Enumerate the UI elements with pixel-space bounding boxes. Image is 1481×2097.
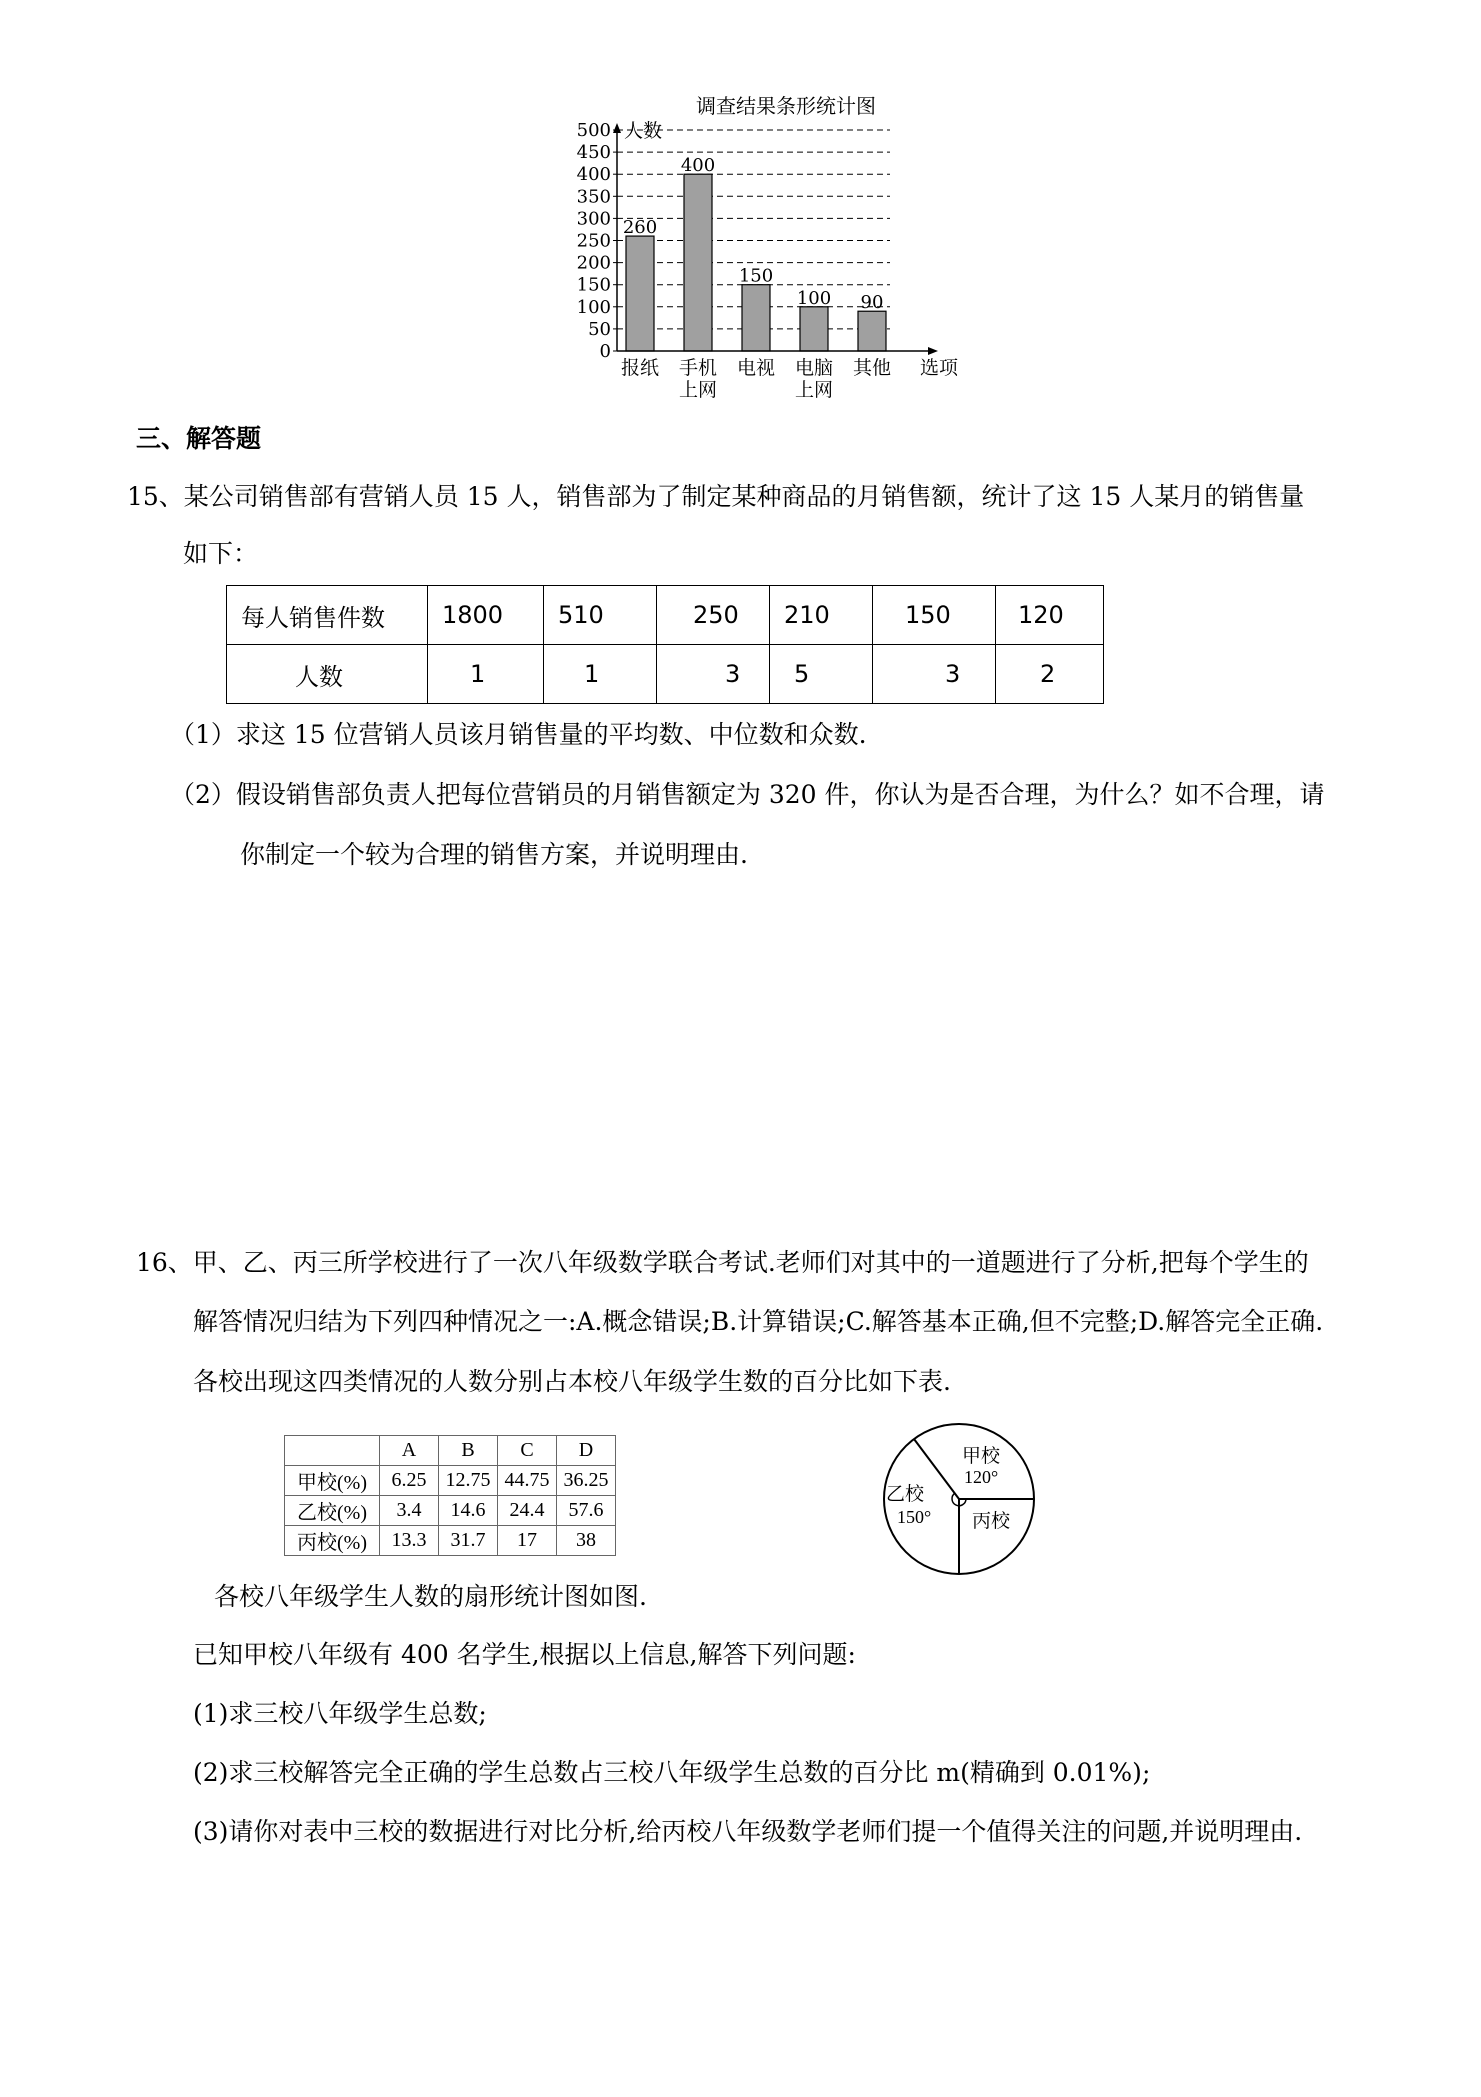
y-tick-label: 100	[576, 296, 611, 318]
table-row	[227, 586, 1104, 645]
table-cell: D	[557, 1436, 616, 1466]
table-cell: 3	[873, 645, 996, 704]
table-cell: 每人销售件数	[227, 586, 428, 645]
y-tick-label: 50	[588, 318, 611, 340]
bar	[626, 236, 654, 351]
bar-value-label: 400	[680, 155, 716, 177]
y-tick-label: 500	[576, 120, 611, 141]
survey-bar-chart	[560, 90, 1000, 410]
q16-stem-line1: 16、甲、乙、丙三所学校进行了一次八年级数学联合考试.老师们对其中的一道题进行了分析,把每个学生的	[136, 1248, 1309, 1277]
chart-y-ticks	[577, 120, 617, 362]
table-cell: 510	[544, 586, 657, 645]
q16-line4: 各校八年级学生人数的扇形统计图如图.	[214, 1582, 647, 1611]
bar	[858, 311, 886, 351]
table-cell: 38	[557, 1526, 616, 1556]
table-cell: 甲校(%)	[285, 1466, 380, 1496]
x-axis-label: 选项	[920, 357, 959, 379]
y-tick-label: 400	[576, 164, 611, 186]
q16-sub2: (2)求三校解答完全正确的学生总数占三校八年级学生总数的百分比 m(精确到 0.01%);	[193, 1758, 1151, 1787]
q15-sub2-line1: （2）假设销售部负责人把每位营销员的月销售额定为 320 件，你认为是否合理，为什么？如不合理，请	[170, 780, 1325, 809]
table-row	[227, 645, 1104, 704]
table-cell: 1	[544, 645, 657, 704]
q15-sub1: （1）求这 15 位营销人员该月销售量的平均数、中位数和众数.	[170, 720, 867, 749]
table-cell: 6.25	[380, 1466, 439, 1496]
q16-stem-line2: 解答情况归结为下列四种情况之一:A.概念错误;B.计算错误;C.解答基本正确,但不完整;D.解答完全正确.	[193, 1307, 1324, 1336]
table-cell: 210	[770, 586, 873, 645]
bar-value-label: 150	[738, 265, 774, 287]
chart-title: 调查结果条形统计图	[696, 94, 876, 118]
x-tick-label: 报纸	[620, 357, 660, 379]
table-cell: 5	[770, 645, 873, 704]
section-title: 三、解答题	[136, 424, 262, 453]
table-cell: 120	[996, 586, 1104, 645]
table-cell: 1800	[428, 586, 544, 645]
table-row	[285, 1526, 616, 1556]
table-cell: 1	[428, 645, 544, 704]
bar-value-label: 90	[860, 292, 884, 314]
y-axis-arrow	[613, 123, 621, 133]
table-cell: 31.7	[439, 1526, 498, 1556]
table-cell: 150	[873, 586, 996, 645]
pie-label-yi-angle: 150°	[897, 1507, 932, 1527]
bar	[800, 307, 828, 351]
q15-sub2-line2: 你制定一个较为合理的销售方案，并说明理由.	[240, 840, 748, 869]
x-tick-label: 其他	[852, 357, 892, 379]
x-tick-label: 电脑	[794, 357, 834, 379]
q15-stem-line2: 如下：	[183, 539, 259, 568]
table-cell: 14.6	[439, 1496, 498, 1526]
y-axis-label: 人数	[624, 120, 663, 142]
table-cell: 2	[996, 645, 1104, 704]
q16-percent-table	[284, 1435, 616, 1556]
table-cell: C	[498, 1436, 557, 1466]
table-cell: 乙校(%)	[285, 1496, 380, 1526]
y-tick-label: 150	[576, 274, 611, 296]
pie-label-jia-angle: 120°	[964, 1467, 999, 1487]
bar	[684, 174, 712, 351]
table-cell: 44.75	[498, 1466, 557, 1496]
school-pie-chart	[880, 1420, 1040, 1580]
q15-sales-table	[226, 585, 1104, 704]
table-cell: 250	[657, 586, 770, 645]
q16-sub3: (3)请你对表中三校的数据进行对比分析,给丙校八年级数学老师们提一个值得关注的问题,并说明理由.	[193, 1817, 1303, 1846]
bar-value-label: 260	[622, 217, 658, 239]
table-row	[285, 1496, 616, 1526]
bar-value-label: 100	[796, 287, 832, 309]
x-tick-label: 电视	[736, 357, 776, 379]
table-cell: 3	[657, 645, 770, 704]
table-cell: 57.6	[557, 1496, 616, 1526]
bar	[742, 285, 770, 351]
y-tick-label: 300	[576, 208, 611, 230]
pie-label-jia: 甲校	[962, 1445, 1001, 1467]
y-tick-label: 450	[576, 142, 611, 164]
table-cell: 人数	[227, 645, 428, 704]
x-axis-arrow	[928, 347, 938, 355]
y-tick-label: 250	[576, 230, 611, 252]
table-row	[285, 1436, 616, 1466]
x-tick-label: 上网	[678, 379, 718, 401]
y-tick-label: 200	[576, 252, 611, 274]
q15-stem-line1: 15、某公司销售部有营销人员 15 人，销售部为了制定某种商品的月销售额，统计了这 15 人某月的销售量	[127, 482, 1305, 511]
table-cell: 丙校(%)	[285, 1526, 380, 1556]
table-cell: 17	[498, 1526, 557, 1556]
table-cell: A	[380, 1436, 439, 1466]
pie-label-yi: 乙校	[886, 1483, 925, 1505]
table-cell: 36.25	[557, 1466, 616, 1496]
y-tick-label: 350	[576, 186, 611, 208]
table-cell: 12.75	[439, 1466, 498, 1496]
table-cell	[285, 1436, 380, 1466]
q16-line5: 已知甲校八年级有 400 名学生,根据以上信息,解答下列问题:	[193, 1640, 856, 1669]
q16-stem-line3: 各校出现这四类情况的人数分别占本校八年级学生数的百分比如下表.	[193, 1367, 951, 1396]
pie-label-bing: 丙校	[972, 1510, 1011, 1532]
table-row	[285, 1466, 616, 1496]
table-cell: 3.4	[380, 1496, 439, 1526]
chart-x-labels	[621, 357, 891, 401]
table-cell: B	[439, 1436, 498, 1466]
x-tick-label: 上网	[794, 379, 834, 401]
table-cell: 24.4	[498, 1496, 557, 1526]
chart-bars	[623, 155, 886, 351]
x-tick-label: 手机	[678, 357, 718, 379]
y-tick-label: 0	[599, 341, 611, 362]
table-cell: 13.3	[380, 1526, 439, 1556]
q16-sub1: (1)求三校八年级学生总数;	[193, 1699, 487, 1728]
